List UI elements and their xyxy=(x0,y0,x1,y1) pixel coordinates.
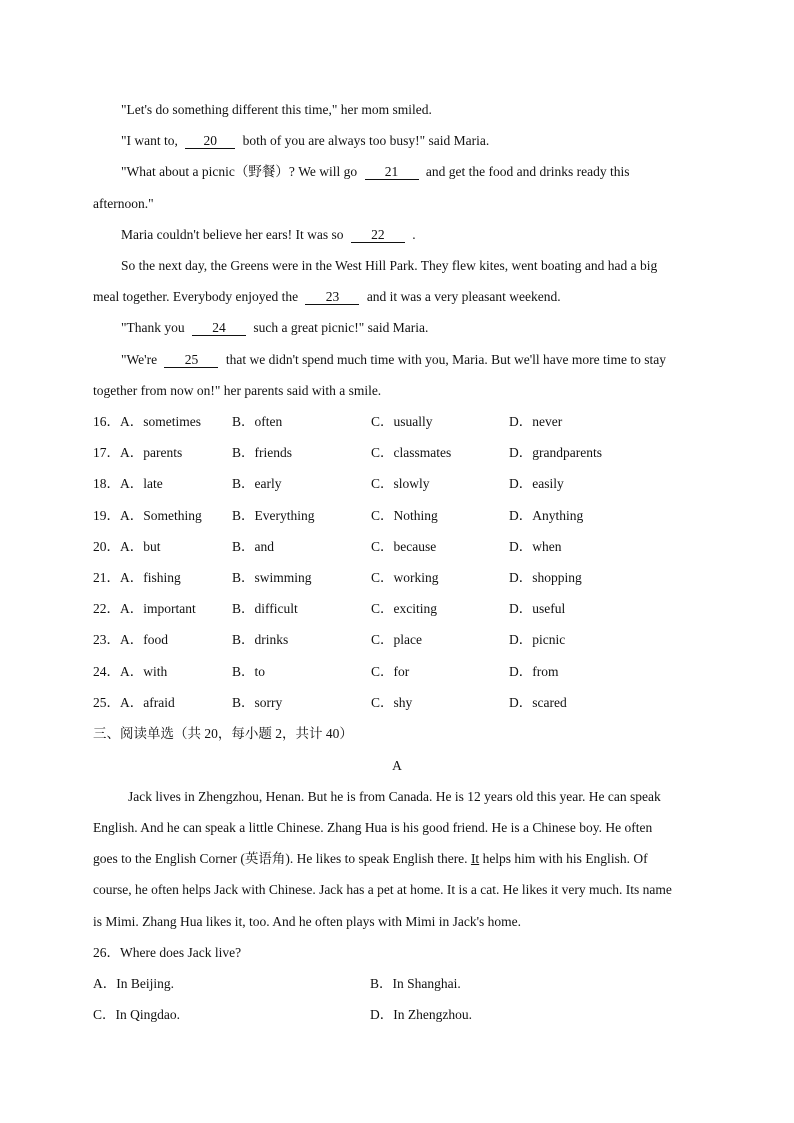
option: C．slowly xyxy=(371,476,430,491)
passage-line xyxy=(93,195,704,213)
text: meal together. Everybody enjoyed the xyxy=(93,289,299,304)
option: B．and xyxy=(232,539,274,554)
text: 26．Where does Jack live? xyxy=(93,945,242,960)
option: 22．A．important xyxy=(93,601,196,616)
reading-line xyxy=(93,850,704,868)
option: D．grandparents xyxy=(509,445,602,460)
passage-line xyxy=(121,319,704,337)
option: B．friends xyxy=(232,445,292,460)
option: D．from xyxy=(509,664,559,679)
blank-20: 20 xyxy=(185,133,235,149)
text: goes to the English Corner (英语角). He likes to speak English there. xyxy=(93,851,468,866)
underlined-word: It xyxy=(470,851,480,866)
passage-line xyxy=(121,257,704,275)
option: C．Nothing xyxy=(371,508,438,523)
text: helps him with his English. Of xyxy=(482,851,648,866)
option: D．shopping xyxy=(509,570,582,585)
options-row-24 xyxy=(93,663,733,681)
option: D．Anything xyxy=(509,508,584,523)
answer-option: D．In Zhengzhou. xyxy=(370,1007,472,1022)
option: C．place xyxy=(371,632,422,647)
option: B．often xyxy=(232,414,283,429)
answer-option: C．In Qingdao. xyxy=(93,1007,180,1022)
blank-22: 22 xyxy=(351,227,405,243)
option: 18．A．late xyxy=(93,476,163,491)
option: 19．A．Something xyxy=(93,508,202,523)
blank-21: 21 xyxy=(365,164,419,180)
passage-line xyxy=(121,226,704,244)
text: both of you are always too busy!" said Maria. xyxy=(242,133,490,148)
option: C．for xyxy=(371,664,410,679)
text: 三、阅读单选（共 20，每小题 2，共计 40） xyxy=(93,726,353,741)
options-row-19 xyxy=(93,507,733,525)
passage-line xyxy=(121,351,704,369)
options-row-21 xyxy=(93,569,733,587)
option: 23．A．food xyxy=(93,632,168,647)
options-row-25 xyxy=(93,694,733,712)
option: B．Everything xyxy=(232,508,315,523)
options-row-17 xyxy=(93,444,733,462)
text: English. And he can speak a little Chinese. Zhang Hua is his good friend. He is a Chinese boy. He often xyxy=(93,820,653,835)
answer-option: B．In Shanghai. xyxy=(370,976,461,991)
passage-label: A xyxy=(392,758,402,773)
options-row-20 xyxy=(93,538,733,556)
text: . xyxy=(412,227,416,242)
options-row-18 xyxy=(93,475,733,493)
text: that we didn't spend much time with you, Maria. But we'll have more time to stay xyxy=(225,352,666,367)
option: B．early xyxy=(232,476,282,491)
answer-row xyxy=(93,975,693,993)
option: C．working xyxy=(371,570,439,585)
text: and it was a very pleasant weekend. xyxy=(366,289,561,304)
text: "Let's do something different this time," her mom smiled. xyxy=(121,102,432,117)
text: together from now on!" her parents said with a smile. xyxy=(93,383,382,398)
option: C．because xyxy=(371,539,437,554)
option: 21．A．fishing xyxy=(93,570,181,585)
option: 20．A．but xyxy=(93,539,161,554)
passage-line xyxy=(121,132,704,150)
reading-line xyxy=(128,788,704,806)
text: "We're xyxy=(121,352,158,367)
reading-line xyxy=(93,881,704,899)
question-26 xyxy=(93,944,704,962)
blank-25: 25 xyxy=(164,352,218,368)
answer-option: A．In Beijing. xyxy=(93,976,174,991)
text: is Mimi. Zhang Hua likes it, too. And he often plays with Mimi in Jack's home. xyxy=(93,914,522,929)
option: 24．A．with xyxy=(93,664,168,679)
option: C．classmates xyxy=(371,445,452,460)
option: B．sorry xyxy=(232,695,283,710)
text: "I want to, xyxy=(121,133,178,148)
passage-line xyxy=(121,101,704,119)
options-row-22 xyxy=(93,600,733,618)
option: D．easily xyxy=(509,476,564,491)
options-row-23 xyxy=(93,631,733,649)
blank-24: 24 xyxy=(192,320,246,336)
option: B．to xyxy=(232,664,266,679)
text: such a great picnic!" said Maria. xyxy=(253,320,429,335)
text: afternoon." xyxy=(93,196,154,211)
text: course, he often helps Jack with Chinese. Jack has a pet at home. It is a cat. He likes it very much. Its name xyxy=(93,882,672,897)
option: C．shy xyxy=(371,695,413,710)
text: and get the food and drinks ready this xyxy=(425,164,630,179)
option: D．scared xyxy=(509,695,567,710)
option: C．exciting xyxy=(371,601,437,616)
option: 25．A．afraid xyxy=(93,695,175,710)
option: D．useful xyxy=(509,601,566,616)
option: D．never xyxy=(509,414,563,429)
option: D．when xyxy=(509,539,562,554)
option: B．drinks xyxy=(232,632,289,647)
option: B．swimming xyxy=(232,570,312,585)
reading-line xyxy=(93,913,704,931)
text: Jack lives in Zhengzhou, Henan. But he is from Canada. He is 12 years old this year. He can speak xyxy=(128,789,661,804)
text: "Thank you xyxy=(121,320,185,335)
option: 17．A．parents xyxy=(93,445,183,460)
passage-line xyxy=(93,382,704,400)
option: D．picnic xyxy=(509,632,566,647)
option: B．difficult xyxy=(232,601,298,616)
text: Maria couldn't believe her ears! It was so xyxy=(121,227,344,242)
section-heading xyxy=(93,725,704,743)
text: "What about a picnic（野餐）? We will go xyxy=(121,164,358,179)
reading-line xyxy=(93,819,704,837)
options-row-16 xyxy=(93,413,733,431)
blank-23: 23 xyxy=(305,289,359,305)
answer-row xyxy=(93,1006,693,1024)
passage-line xyxy=(93,288,704,306)
option: C．usually xyxy=(371,414,433,429)
option: 16．A．sometimes xyxy=(93,414,201,429)
passage-line xyxy=(121,163,704,181)
text: So the next day, the Greens were in the West Hill Park. They flew kites, went boating and had a big xyxy=(121,258,658,273)
